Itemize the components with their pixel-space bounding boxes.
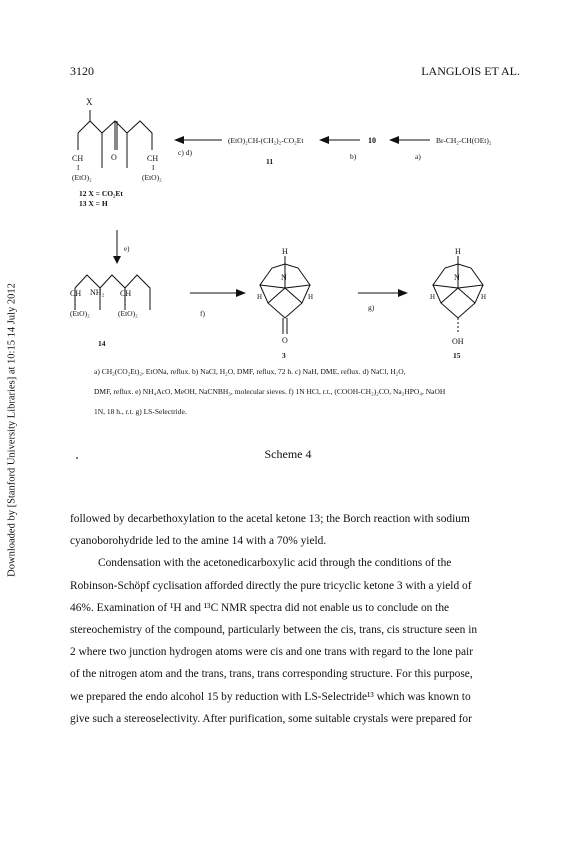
legend-line: 1N, 18 h., r.t. g) LS-Selectride. — [94, 407, 187, 416]
text-line: give such a stereoselectivity. After purification, some suitable crystals were prepared for — [70, 712, 472, 725]
compound-14: 14 — [98, 339, 106, 348]
running-head: LANGLOIS ET AL. — [421, 64, 520, 78]
legend-line: a) CH₂(CO₂Et)₂, EtONa, reflux. b) NaCl, H₂O, DMF, reflux, 72 h. c) NaH, DME, reflux. d) NaCl, H₂O, — [94, 367, 406, 376]
x-label: X — [86, 97, 93, 107]
text-line: Robinson-Schöpf cyclisation afforded directly the pure tricyclic ketone 3 with a yield of — [70, 579, 472, 592]
eto2-right-2: (EtO)₂ — [118, 309, 138, 318]
ch-right-2: CH — [120, 289, 132, 298]
compound-13-label: 13 X = H — [79, 199, 108, 208]
download-notice-text: Downloaded by [Stanford University Libraries] at 10:15 14 July 2012 — [6, 283, 18, 577]
n-atom-15: N — [454, 273, 460, 282]
ch-right: CH — [147, 154, 159, 163]
text-line: stereochemistry of the compound, particularly between the cis, trans, cis structure seen in — [70, 624, 478, 637]
oh-group: OH — [452, 337, 464, 346]
h-right-3: H — [308, 293, 314, 301]
eto2-right: (EtO)₂ — [142, 173, 162, 182]
compound-11: 11 — [266, 157, 274, 166]
n-atom-3: N — [281, 273, 287, 282]
h-left-3: H — [257, 293, 263, 301]
step-cd: c) d) — [178, 148, 192, 157]
compound-15: 15 — [453, 351, 461, 360]
step-a: a) — [415, 152, 421, 161]
text-line: followed by decarbethoxylation to the acetal ketone 13; the Borch reaction with sodium — [70, 513, 470, 525]
download-notice — [4, 215, 20, 645]
step-e: e) — [124, 245, 130, 253]
scheme-caption: Scheme 4 — [264, 447, 312, 461]
bar-right-2: I — [124, 299, 127, 307]
text-line: we prepared the endo alcohol 15 by reduction with LS-Selectride¹³ which was known to — [70, 690, 471, 703]
reagent-legend — [94, 362, 564, 422]
bar-left-2: I — [74, 299, 77, 307]
carbonyl-o: O — [111, 153, 117, 162]
h-top-15: H — [455, 247, 461, 256]
h-top-3: H — [282, 247, 288, 256]
text-line: 2 where two junction hydrogen atoms were cis and one trans with regard to the lone pair — [70, 646, 473, 659]
text-line: cyanoborohydride led to the amine 14 with a 70% yield. — [70, 535, 327, 548]
bar-right: I — [152, 164, 155, 172]
page-number: 3120 — [70, 64, 94, 78]
eto2-left-2: (EtO)₂ — [70, 309, 90, 318]
h-right-15: H — [481, 293, 487, 301]
ketone-o: O — [282, 336, 288, 345]
bar-left: I — [77, 164, 80, 172]
nh2-label: NH₂ — [90, 288, 105, 297]
legend-line: DMF, reflux. e) NH₄AcO, MeOH, NaCNBH₃, molecular sieves. f) 1N HCl, r.t., (COOH-CH₂)₂CO, Na₂HPO₄, NaOH — [94, 387, 446, 396]
reaction-scheme — [70, 88, 540, 363]
text-line: Condensation with the acetonedicarboxylic acid through the conditions of the — [98, 557, 452, 570]
ch-left-2: CH — [70, 289, 82, 298]
text-line: of the nitrogen atom and the trans, trans, trans corresponding structure. For this purpose, — [70, 668, 473, 681]
diethyl-chain: (EtO)₂CH-(CH₂)₂-CO₂Et — [228, 136, 304, 145]
body-text — [70, 508, 508, 730]
step-f: f) — [200, 309, 205, 318]
compound-12-label: 12 X = CO₂Et — [79, 189, 123, 198]
step-g: g) — [368, 303, 375, 312]
bromo-acetal: Br-CH₂-CH(OEt)₂ — [436, 136, 492, 145]
compound-3: 3 — [282, 351, 286, 360]
h-left-15: H — [430, 293, 436, 301]
text-line: 46%. Examination of ¹H and ¹³C NMR spectra did not enable us to conclude on the — [70, 601, 450, 614]
compound-10: 10 — [368, 136, 376, 145]
eto2-left: (EtO)₂ — [72, 173, 92, 182]
step-b: b) — [350, 152, 357, 161]
ch-left: CH — [72, 154, 84, 163]
